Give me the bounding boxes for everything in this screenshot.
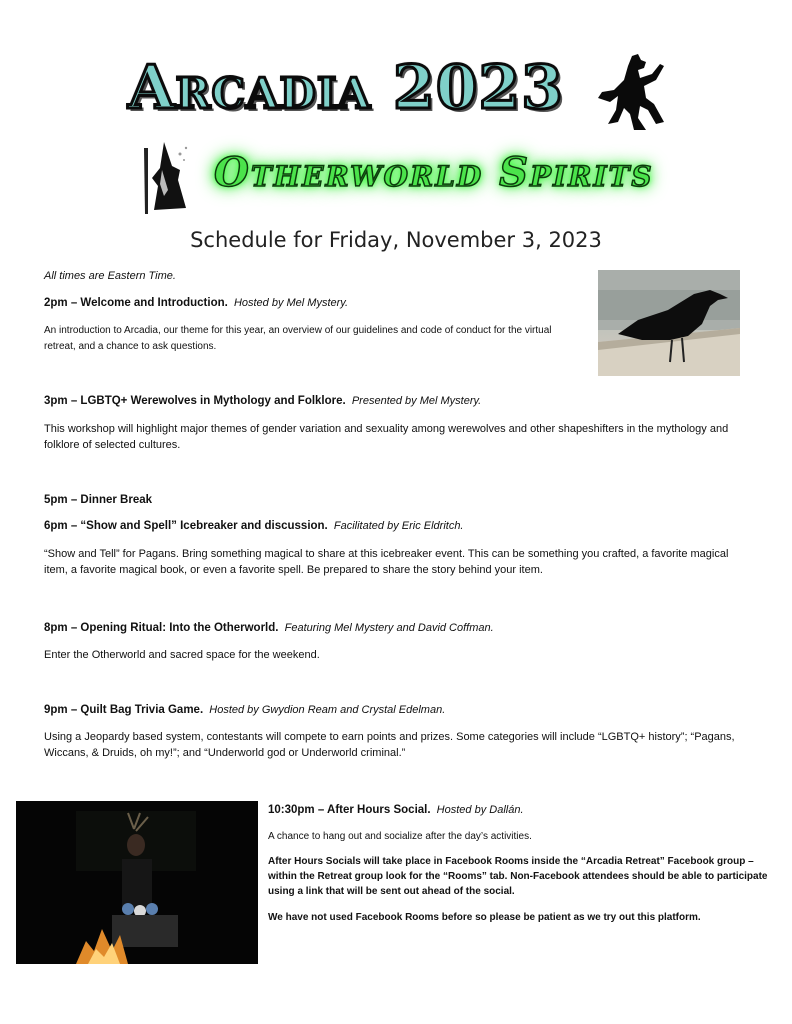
event-title-row	[44, 620, 494, 636]
page-subtitle: Otherworld Spirits	[214, 149, 654, 196]
event-time-title: 2pm – Welcome and Introduction.	[44, 297, 228, 309]
event-description: Enter the Otherworld and sacred space for the weekend.	[44, 649, 320, 661]
event-description: An introduction to Arcadia, our theme for this year, an overview of our guidelines and code of conduct for the virtual retreat, and a chance to ask questions.	[44, 325, 552, 352]
event-title-row	[44, 518, 464, 534]
werewolf-icon	[594, 52, 670, 132]
event-title-row	[44, 702, 445, 718]
wizard-icon	[134, 140, 192, 216]
event-description: Using a Jeopardy based system, contestants will compete to earn points and prizes. Some categories will include “LGBTQ+ history”; “Pagans, Wiccans, & Druids, oh my!”; and “Underworld god or Underworld criminal.”	[44, 731, 735, 759]
event-credit: Hosted by Mel Mystery.	[233, 297, 349, 309]
event-time-title: 3pm – LGBTQ+ Werewolves in Mythology and Folklore.	[44, 395, 346, 407]
page-title: Arcadia 2023	[128, 53, 565, 123]
event-time-title: 10:30pm – After Hours Social.	[268, 804, 431, 816]
event-credit: Hosted by Dallán.	[436, 804, 524, 816]
event-title-row	[44, 295, 348, 311]
schedule-heading: Schedule for Friday, November 3, 2023	[190, 228, 602, 252]
event-details: After Hours Socials will take place in Facebook Rooms inside the “Arcadia Retreat” Facebook group – within the Retreat group look for the “Rooms” tab. Non-Facebook attendees should be able to participate using a link that will be sent out ahead of the social.	[268, 856, 768, 897]
event-description: “Show and Tell” for Pagans. Bring something magical to share at this icebreaker event. This can be something you crafted, a favorite magical item, a favorite magical book, or even a favorite spell. Be prepared to share the story behind your item.	[44, 548, 729, 576]
event-details: We have not used Facebook Rooms before so please be patient as we try out this platform.	[268, 912, 701, 923]
event-credit: Featuring Mel Mystery and David Coffman.	[284, 622, 494, 634]
crow-photo	[598, 270, 740, 376]
bonfire-night-photo	[16, 801, 258, 964]
event-credit: Facilitated by Eric Eldritch.	[333, 520, 464, 532]
event-credit: Hosted by Gwydion Ream and Crystal Edelman.	[209, 704, 446, 716]
timezone-note: All times are Eastern Time.	[44, 270, 176, 282]
event-title-row	[44, 393, 481, 409]
event-description: A chance to hang out and socialize after the day’s activities.	[268, 831, 532, 842]
event-description: This workshop will highlight major themes of gender variation and sexuality among werewolves and other shapeshifters in the mythology and folklore of selected cultures.	[44, 423, 729, 451]
event-time-title: 8pm – Opening Ritual: Into the Otherworld.	[44, 622, 279, 634]
event-title-row	[268, 802, 768, 818]
event-credit: Presented by Mel Mystery.	[351, 395, 482, 407]
event-title-row	[44, 492, 152, 508]
event-time-title: 6pm – “Show and Spell” Icebreaker and discussion.	[44, 520, 328, 532]
event-time-title: 5pm – Dinner Break	[44, 494, 153, 506]
event-time-title: 9pm – Quilt Bag Trivia Game.	[44, 704, 204, 716]
